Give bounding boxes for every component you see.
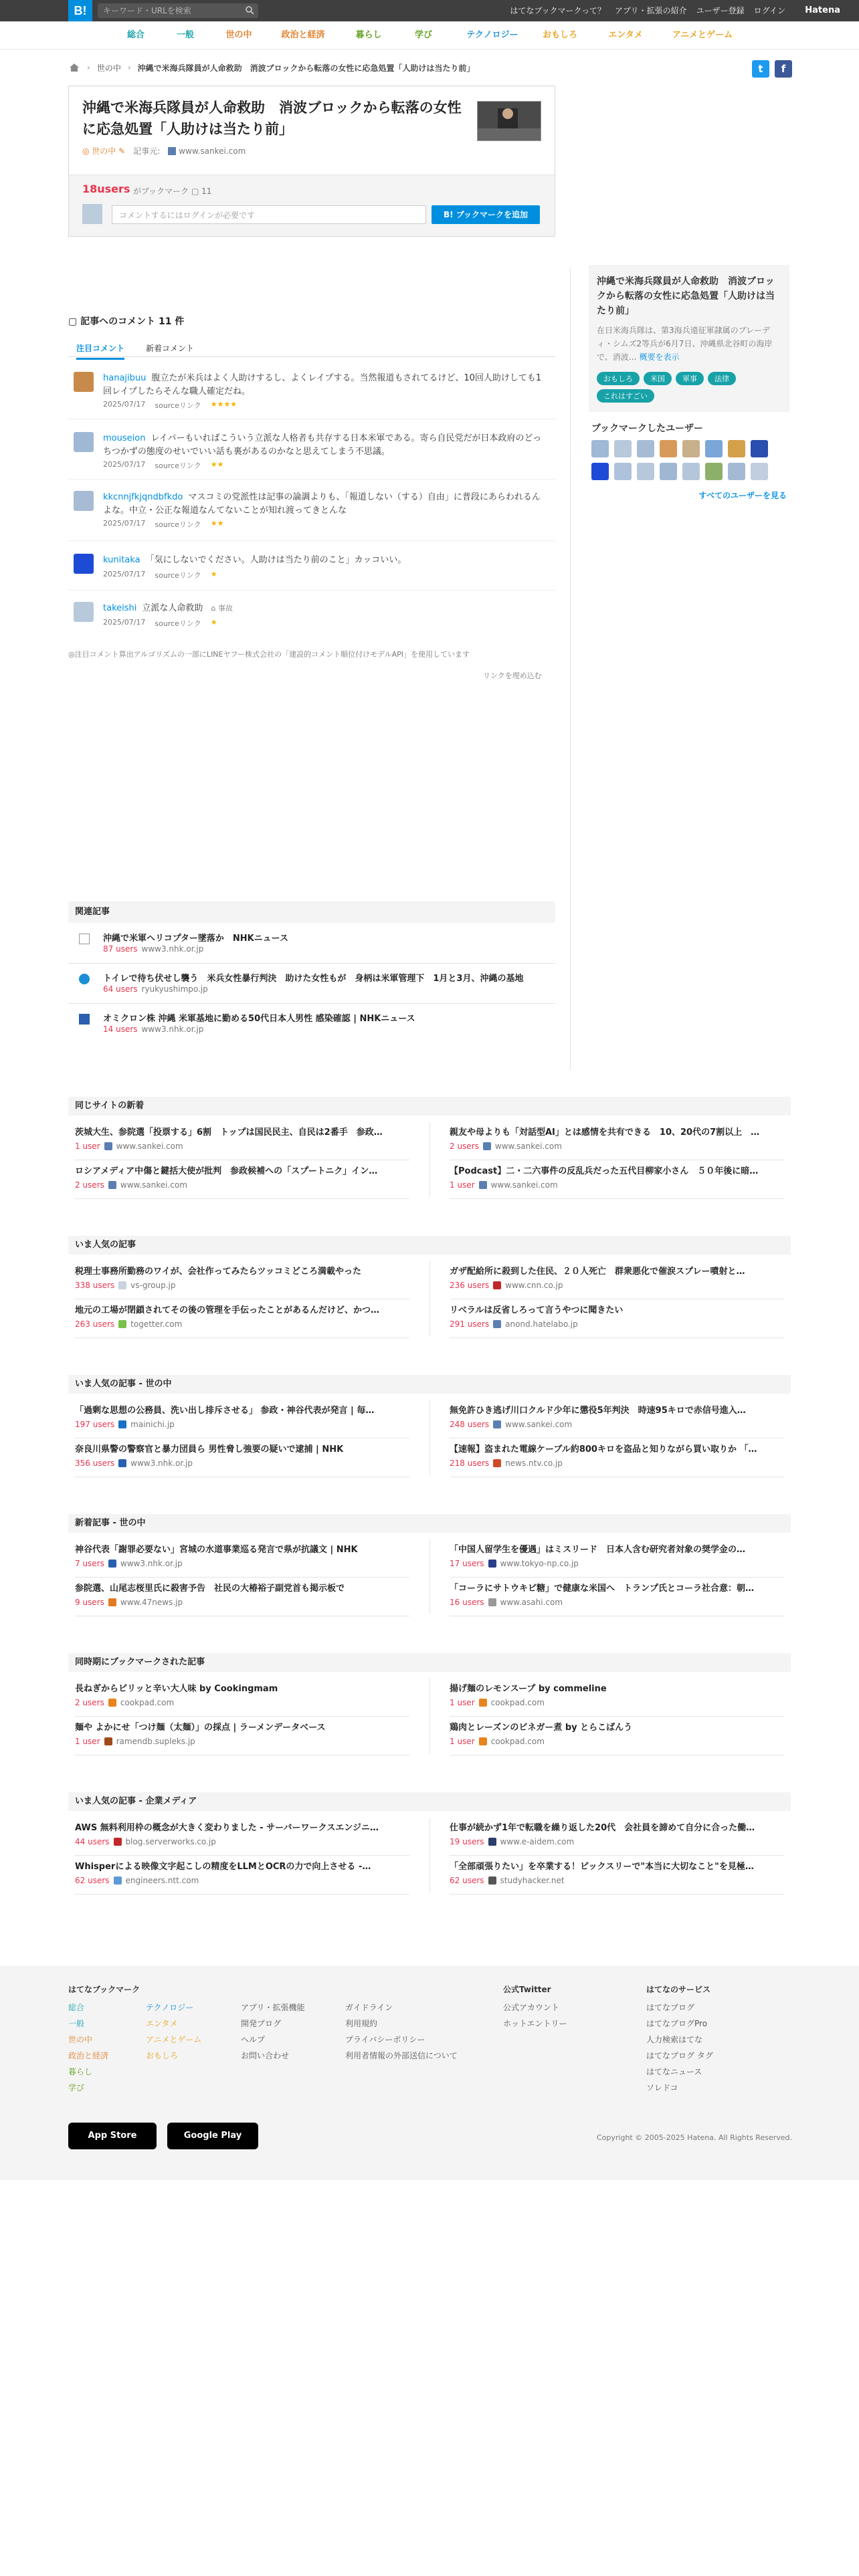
footer-link[interactable]: はてなブログPro	[646, 2019, 708, 2028]
article-item[interactable]	[75, 1264, 416, 1295]
site-favicon-icon	[114, 1876, 122, 1885]
article-domain[interactable]: www.sankei.com	[120, 1180, 187, 1190]
article-item[interactable]	[75, 1820, 416, 1851]
star-icon: ★★	[210, 519, 224, 528]
comment-text: mouseion レイパーもいればこういう立派な人格者も共存する日本米軍である。寄ら自民党だが日本政府のどっちつかずの態度のせいでいい話も裏があるのかなと思えてしまう不思議。	[103, 433, 542, 457]
comment-meta: 2025/07/17 sourceリンク ★★	[103, 519, 224, 529]
article-users[interactable]: 2 users	[75, 1698, 104, 1707]
footer-twitter-heading: 公式Twitter	[503, 1985, 551, 1994]
facebook-share-icon[interactable]: f	[775, 60, 792, 78]
footer-link[interactable]: 一般	[68, 2019, 85, 2028]
apps-link[interactable]: アプリ・拡張の紹介	[615, 6, 687, 15]
tag[interactable]: 軍事	[676, 372, 704, 385]
footer-link[interactable]: 暮らし	[68, 2067, 93, 2076]
article-item[interactable]	[450, 1264, 791, 1295]
comment-meta: 2025/07/17 sourceリンク ★★	[103, 460, 224, 470]
footer-services-heading: はてなのサービス	[646, 1985, 711, 1994]
site-favicon-icon	[488, 1560, 496, 1568]
app-store-badge[interactable]: App Store	[68, 2123, 157, 2149]
divider	[450, 1577, 784, 1578]
footer-link[interactable]: お問い合わせ	[241, 2051, 290, 2060]
article-users[interactable]: 1 user	[75, 1737, 100, 1746]
footer-services-links	[646, 2000, 713, 2096]
footer-link[interactable]: ホットエントリー	[503, 2019, 567, 2028]
article-domain[interactable]: www.sankei.com	[490, 1180, 558, 1190]
google-play-badge[interactable]: Google Play	[167, 2123, 258, 2149]
comment-user[interactable]: takeishi	[103, 603, 137, 613]
article-domain[interactable]: www.tokyo-np.co.jp	[500, 1559, 579, 1568]
site-favicon-icon	[493, 1459, 501, 1467]
site-favicon-icon	[108, 1598, 116, 1606]
article-domain[interactable]: www.cnn.co.jp	[505, 1281, 563, 1290]
all-users-link[interactable]: すべてのユーザーを見る	[698, 491, 787, 500]
breadcrumb	[68, 60, 474, 75]
article-title[interactable]: 「全部頑張りたい」を卒業する！ピックスリーで"本当に大切なこと"を見極…	[450, 1862, 754, 1872]
entry-thumbnail[interactable]	[477, 101, 541, 141]
footer-link[interactable]: はてなブログ	[646, 2003, 695, 2012]
article-domain[interactable]: ramendb.supleks.jp	[116, 1737, 195, 1746]
chevron-right-icon: ›	[127, 63, 131, 72]
star-icon: ★★	[210, 460, 224, 469]
article-title[interactable]: 仕事が続かず1年で転職を繰り返した20代 会社員を諦めて自分に合った働…	[450, 1823, 755, 1833]
chevron-right-icon: ›	[87, 63, 90, 72]
divider	[450, 1198, 784, 1199]
footer-link[interactable]: ソレドコ	[646, 2083, 678, 2092]
article-title[interactable]: ロシアメディア中傷と鍵括大使が批判 参政候補への「スプートニク」イン…	[75, 1166, 378, 1176]
user-avatar[interactable]	[728, 463, 745, 480]
divider	[75, 1894, 409, 1895]
category-bar	[0, 21, 859, 49]
footer-link[interactable]: はてなニュース	[646, 2067, 702, 2076]
bookmarked-users-heading: ブックマークしたユーザー	[591, 423, 704, 434]
user-avatar[interactable]	[637, 440, 654, 457]
footer-link[interactable]: ヘルプ	[241, 2035, 266, 2044]
category-tab[interactable]: 政治と経済	[281, 30, 325, 40]
footer-bookmark-heading: はてなブックマーク	[68, 1985, 140, 1994]
login-link[interactable]: ログイン	[753, 6, 785, 15]
comment-meta: 2025/07/17 sourceリンク ★	[103, 618, 217, 628]
comment-icon: ▢	[68, 316, 78, 327]
article-users[interactable]: 17 users	[450, 1559, 484, 1568]
divider	[450, 1894, 784, 1895]
category-tab[interactable]: 学び	[414, 30, 432, 40]
footer-twitter-links	[503, 2000, 567, 2032]
article-domain[interactable]: blog.serverworks.co.jp	[125, 1837, 216, 1846]
section-heading: いま人気の記事	[68, 1236, 791, 1255]
article-domain[interactable]: vs-group.jp	[130, 1281, 176, 1290]
footer-links-1	[241, 2000, 305, 2064]
tab-new-comments[interactable]: 新着コメント	[146, 344, 195, 353]
user-avatar[interactable]	[614, 463, 632, 480]
article-title[interactable]: 「過剰な思想の公務員、洗い出し排斥させる」 参政・神谷代表が発言 | 毎…	[75, 1406, 375, 1416]
avatar[interactable]	[74, 491, 94, 511]
comment-meta: 2025/07/17 sourceリンク ★	[103, 570, 217, 580]
site-favicon-icon	[483, 1142, 491, 1150]
user-avatar[interactable]	[682, 463, 700, 480]
article-users[interactable]: 197 users	[75, 1420, 115, 1429]
entry-meta	[82, 145, 246, 156]
breadcrumb-title: 沖縄で米海兵隊員が人命救助 消波ブロックから転落の女性に応急処置「人助けは当たり前」	[137, 63, 475, 73]
article-domain[interactable]: togetter.com	[130, 1319, 183, 1329]
source-label: 記事元:	[133, 146, 161, 156]
footer-categories-2	[146, 2000, 201, 2064]
user-avatar[interactable]	[751, 440, 768, 457]
article-item[interactable]	[450, 1720, 791, 1751]
user-avatar[interactable]	[591, 440, 609, 457]
sidebar	[589, 265, 789, 501]
site-favicon-icon	[114, 1838, 122, 1846]
bookmarked-users-grid	[591, 440, 787, 480]
search-input[interactable]	[98, 3, 258, 18]
article-item[interactable]	[75, 1125, 416, 1156]
star-icon: ★	[210, 570, 217, 578]
article-domain[interactable]: mainichi.jp	[130, 1420, 175, 1429]
footer-link[interactable]: アニメとゲーム	[146, 2035, 202, 2044]
category-tab[interactable]: 世の中	[225, 30, 252, 40]
article-item[interactable]	[450, 1442, 791, 1473]
article-domain[interactable]: www.asahi.com	[500, 1598, 563, 1607]
user-avatar[interactable]	[660, 463, 677, 480]
category-tab[interactable]: アニメとゲーム	[672, 30, 733, 40]
article-users[interactable]: 7 users	[75, 1559, 104, 1568]
article-title[interactable]: 長ねぎからピリッと辛い大人味 by Cookingmam	[75, 1684, 278, 1694]
site-favicon-icon	[493, 1281, 501, 1289]
article-item[interactable]	[75, 1303, 416, 1333]
article-title[interactable]: 親友や母よりも「対話型AI」とは感情を共有できる 10、20代の7割以上 …	[450, 1128, 760, 1138]
article-title[interactable]: 「コーラにサトウキビ糖」で健康な米国へ トランプ氏とコーラ社合意：朝…	[450, 1584, 755, 1594]
tag-icon[interactable]: ⌂ 事故	[211, 604, 233, 613]
about-link[interactable]: はてなブックマークって？	[510, 6, 606, 15]
footer-link[interactable]: 人力検索はてな	[646, 2035, 703, 2044]
comment-user[interactable]: hanajibuu	[103, 373, 147, 383]
category-tab[interactable]: 総合	[126, 30, 145, 40]
copyright: Copyright © 2005-2025 Hatena. All Rights Reserved.	[596, 2133, 792, 2142]
category-tab[interactable]: テクノロジー	[466, 30, 518, 40]
article-domain[interactable]: www3.nhk.or.jp	[130, 1459, 193, 1468]
divider	[450, 1855, 784, 1856]
comment-meta: 2025/07/17 sourceリンク ★★★★	[103, 400, 237, 410]
site-favicon-icon	[79, 974, 90, 984]
article-domain[interactable]: www.e-aidem.com	[500, 1837, 575, 1846]
column-divider	[570, 267, 571, 1070]
article-item[interactable]	[450, 1403, 791, 1434]
category-tab[interactable]: 一般	[176, 30, 194, 40]
bookmark-user-count[interactable]: 18users	[82, 183, 130, 195]
site-favicon-icon	[118, 1320, 126, 1328]
article-users[interactable]: 9 users	[75, 1598, 104, 1607]
article-item[interactable]	[75, 1164, 416, 1194]
article-title[interactable]: 【速報】盗まれた電線ケーブル約800キロを盗品と知りながら買い取りか 「…	[450, 1444, 757, 1455]
comments-heading: ▢ 記事へのコメント 11 件	[68, 316, 185, 327]
footer-link[interactable]: プライバシーポリシー	[345, 2035, 425, 2044]
search-placeholder: キーワード・URLを検索	[103, 6, 191, 15]
article-users[interactable]: 248 users	[450, 1420, 490, 1429]
site-favicon-icon	[104, 1142, 112, 1150]
comment-user[interactable]: kkcnnjfkjqndbfkdo	[103, 492, 183, 502]
article-title[interactable]: Whisperによる映像文字起こしの精度をLLMとOCRの力で向上させる -…	[75, 1862, 371, 1872]
article-domain[interactable]: cookpad.com	[490, 1698, 545, 1707]
site-favicon-icon	[479, 1737, 487, 1745]
tab-featured-comments[interactable]: 注目コメント	[76, 342, 124, 360]
comment-input[interactable]: コメントするにはログインが必要です	[112, 205, 426, 224]
site-favicon-icon	[108, 1699, 116, 1707]
site-favicon-icon	[118, 1459, 126, 1467]
article-domain[interactable]: www.47news.jp	[120, 1598, 183, 1607]
site-favicon-icon	[104, 1737, 112, 1745]
user-avatar[interactable]	[751, 463, 768, 480]
article-title[interactable]: 【Podcast】二・二六事件の反乱兵だった五代目柳家小さん ５０年後に暗…	[450, 1166, 759, 1176]
comment-text: kunitaka 「気にしないでください。人助けは当たり前のこと」カッコいい。	[103, 555, 407, 565]
article-users[interactable]: 1 user	[450, 1180, 475, 1190]
comment-text: kkcnnjfkjqndbfkdo マスコミの党派性は記事の論調よりも、「報道しない（する）自由」に普段にあらわれるんよな。中立・公正な報道なんてないことが知れ渡ってきとんな	[103, 492, 541, 516]
footer-categories-1	[68, 2000, 108, 2096]
top-links	[510, 0, 785, 21]
article-domain[interactable]: anond.hatelabo.jp	[505, 1319, 578, 1329]
article-users[interactable]: 44 users	[75, 1837, 110, 1846]
user-avatar[interactable]	[614, 440, 632, 457]
divider	[68, 540, 555, 541]
site-favicon-icon	[493, 1420, 501, 1428]
site-favicon-icon	[168, 147, 176, 155]
divider	[75, 1577, 409, 1578]
star-icon: ★★★★	[210, 400, 237, 409]
article-users[interactable]: 1 user	[450, 1737, 475, 1746]
article-users[interactable]: 263 users	[75, 1319, 115, 1329]
entry-category[interactable]: ◎ 世の中 ✎	[82, 146, 126, 156]
footer-link[interactable]: 利用者情報の外部送信について	[345, 2051, 458, 2060]
site-favicon-icon	[488, 1598, 496, 1606]
footer-link[interactable]: おもしろ	[146, 2051, 179, 2060]
divider	[75, 1716, 409, 1717]
divider	[450, 1337, 784, 1338]
footer-link[interactable]: テクノロジー	[146, 2003, 194, 2012]
avatar[interactable]	[74, 602, 94, 622]
divider	[450, 1716, 784, 1717]
related-heading: 関連記事	[68, 901, 555, 923]
divider	[75, 1198, 409, 1199]
section-heading: 同じサイトの新着	[68, 1097, 791, 1115]
article-domain[interactable]: engineers.ntt.com	[125, 1876, 199, 1885]
avatar[interactable]	[74, 372, 94, 392]
user-avatar[interactable]	[660, 440, 677, 457]
article-users[interactable]: 1 user	[75, 1142, 100, 1151]
article-title[interactable]: 奈良川県警の警察官と暴力団員ら 男性脅し強要の疑いで逮捕 | NHK	[75, 1444, 344, 1455]
article-item[interactable]	[450, 1164, 791, 1194]
article-item[interactable]	[75, 1681, 416, 1712]
category-tab[interactable]: エンタメ	[608, 30, 643, 40]
tag[interactable]: これはすごい	[597, 389, 654, 403]
divider	[68, 963, 555, 964]
entry-summary-card	[589, 265, 789, 412]
add-bookmark-button[interactable]: B! ブックマークを追加	[432, 205, 540, 224]
tag[interactable]: おもしろ	[597, 372, 640, 385]
user-avatar[interactable]	[591, 463, 609, 480]
footer-link[interactable]: ガイドライン	[345, 2003, 393, 2012]
user-avatar[interactable]	[682, 440, 700, 457]
bookmark-comment-count: がブックマーク ▢ 11	[133, 187, 212, 196]
site-favicon-icon	[488, 1876, 496, 1885]
article-title[interactable]: AWS 無料利用枠の概念が大きく変わりました - サーバーワークスエンジニ…	[75, 1823, 379, 1833]
article-title[interactable]: 神谷代表「謝罪必要ない」宮城の水道事業巡る発言で県が抗議文 | NHK	[75, 1545, 358, 1555]
section-heading: いま人気の記事 - 世の中	[68, 1375, 791, 1394]
tag[interactable]: 法律	[708, 372, 736, 385]
article-domain[interactable]: www.sankei.com	[116, 1142, 183, 1151]
footer-link[interactable]: 世の中	[68, 2035, 93, 2044]
article-domain[interactable]: news.ntv.co.jp	[505, 1459, 563, 1468]
comment-tabs	[68, 337, 555, 357]
tag-list	[597, 372, 781, 403]
article-users[interactable]: 236 users	[450, 1281, 490, 1290]
footer-link[interactable]: 総合	[68, 2003, 85, 2012]
article-users[interactable]: 62 users	[75, 1876, 110, 1885]
user-avatar[interactable]	[705, 463, 723, 480]
article-title[interactable]: 参院選、山尾志桜里氏に殺害予告 社民の大椿裕子副党首も掲示板で	[75, 1584, 345, 1594]
user-avatar[interactable]	[728, 440, 745, 457]
divider	[75, 1855, 409, 1856]
divider	[68, 590, 555, 591]
divider	[75, 1337, 409, 1338]
article-domain[interactable]: studyhacker.net	[500, 1876, 565, 1885]
footer-link[interactable]: 利用規約	[345, 2019, 378, 2028]
footer-links-2	[345, 2000, 458, 2064]
article-item[interactable]	[450, 1681, 791, 1712]
share-buttons	[752, 60, 792, 78]
footer-link[interactable]: エンタメ	[146, 2019, 178, 2028]
entry-box	[68, 86, 555, 237]
article-users[interactable]: 338 users	[75, 1281, 115, 1290]
article-users[interactable]: 2 users	[75, 1180, 104, 1190]
home-icon[interactable]	[68, 62, 80, 73]
breadcrumb-category[interactable]: 世の中	[96, 63, 121, 73]
article-users[interactable]: 62 users	[450, 1876, 484, 1885]
site-favicon-icon	[118, 1281, 126, 1289]
article-domain[interactable]: www3.nhk.or.jp	[120, 1559, 183, 1568]
site-favicon-icon	[488, 1838, 496, 1846]
article-users[interactable]: 19 users	[450, 1837, 484, 1846]
article-title[interactable]: ガザ配給所に殺到した住民、２０人死亡 群衆悪化で催涙スプレー噴射と…	[450, 1267, 745, 1277]
article-users[interactable]: 291 users	[450, 1319, 490, 1329]
category-tab[interactable]: 暮らし	[355, 30, 382, 40]
article-title[interactable]: 地元の工場が閉鎖されてその後の管理を手伝ったことがあるんだけど、かつ…	[75, 1305, 380, 1315]
article-item[interactable]	[75, 1720, 416, 1751]
article-item[interactable]	[450, 1125, 791, 1156]
hatena-bookmark-logo[interactable]: B!	[68, 0, 92, 21]
section-heading: いま人気の記事 - 企業メディア	[68, 1792, 791, 1811]
article-users[interactable]: 218 users	[450, 1459, 490, 1468]
section-heading: 新着記事 - 世の中	[68, 1514, 791, 1533]
top-bar	[0, 0, 859, 21]
algorithm-note: ◎注目コメント算出アルゴリズムの一部にLINEヤフー株式会社の「建設的コメント順位付けモデルAPI」を使用しています	[68, 650, 470, 659]
article-item[interactable]	[75, 1403, 416, 1434]
avatar[interactable]	[74, 554, 94, 574]
user-avatar	[82, 204, 102, 224]
article-domain[interactable]: www.sankei.com	[494, 1142, 562, 1151]
article-users[interactable]: 16 users	[450, 1598, 484, 1607]
show-summary-link[interactable]: 概要を表示	[639, 352, 680, 362]
avatar[interactable]	[74, 432, 94, 452]
article-item[interactable]	[75, 1542, 416, 1573]
site-favicon-icon	[108, 1181, 116, 1189]
article-item[interactable]	[450, 1542, 791, 1573]
search-icon[interactable]	[245, 5, 254, 15]
twitter-share-icon[interactable]: t	[752, 60, 769, 78]
site-favicon-icon	[79, 1014, 90, 1025]
article-title[interactable]: 税理士事務所勤務のワイが、会社作ってみたらツッコミどころ満載やった	[75, 1267, 361, 1277]
article-domain[interactable]: cookpad.com	[490, 1737, 545, 1746]
comment-user[interactable]: kunitaka	[103, 555, 140, 565]
article-title[interactable]: 無免許ひき逃げ川口クルド少年に懲役5年判決 時速95キロで赤信号進入…	[450, 1406, 746, 1416]
star-icon: ★	[210, 618, 217, 627]
article-title[interactable]: リベラルは反省しろって言うやつに聞きたい	[450, 1305, 624, 1315]
article-title[interactable]: 麺や よかにせ「つけ麺（太麺）」の採点 | ラーメンデータベース	[75, 1723, 326, 1733]
article-users[interactable]: 2 users	[450, 1142, 479, 1151]
source-domain[interactable]: www.sankei.com	[168, 146, 246, 156]
user-avatar[interactable]	[637, 463, 654, 480]
footer-link[interactable]: 公式アカウント	[503, 2003, 559, 2012]
entry-title[interactable]: 沖縄で米海兵隊員が人命救助 消波ブロックから転落の女性に応急処置「人助けは当たり前」	[82, 100, 462, 137]
article-domain[interactable]: www.sankei.com	[505, 1420, 573, 1429]
footer-link[interactable]: 開発ブログ	[241, 2019, 282, 2028]
site-favicon-icon	[118, 1420, 126, 1428]
divider	[68, 1003, 555, 1004]
comment-text: hanajibuu 腹立たが米兵はよく人助けするし、よくレイプする。当然報道もされてるけど、10回人助けしても1回レイプしたらそんな職人確定だね。	[103, 373, 542, 397]
article-users[interactable]: 356 users	[75, 1459, 115, 1468]
site-favicon-icon	[108, 1560, 116, 1568]
article-item[interactable]	[450, 1820, 791, 1851]
article-item[interactable]	[75, 1581, 416, 1612]
site-favicon-icon	[479, 1181, 487, 1189]
comment-text: takeishi 立派な人命救助 ⌂ 事故	[103, 603, 233, 613]
article-item[interactable]	[75, 1442, 416, 1473]
article-title[interactable]: 茨城大生、参院選「投票する」6割 トップは国民民主、自民は2番手 参政…	[75, 1128, 383, 1138]
embed-link[interactable]: リンクを埋め込む	[483, 671, 542, 680]
sidebar-title[interactable]: 沖縄で米海兵隊員が人命救助 消波ブロックから転落の女性に応急処置「人助けは当たり前」	[597, 276, 775, 316]
article-item[interactable]	[450, 1859, 791, 1890]
page-icon	[79, 934, 90, 944]
category-tab[interactable]: おもしろ	[542, 30, 577, 40]
comment-user[interactable]: mouseion	[103, 433, 146, 443]
sidebar-description: 在日米海兵隊は、第3海兵遠征軍隷属のブレーディ・シムズ2等兵が6月7日、沖縄県北谷町の海岸で、消波… 概要を表示	[597, 326, 773, 362]
article-title[interactable]: 「中国人留学生を優遇」はミスリード 日本人含む研究者対象の奨学金の…	[450, 1545, 746, 1555]
article-title[interactable]: 鶏肉とレーズンのビネガー煮 by とらこばんう	[450, 1723, 633, 1733]
footer-link[interactable]: 政治と経済	[68, 2051, 109, 2060]
site-favicon-icon	[479, 1699, 487, 1707]
footer-link[interactable]: アプリ・拡張機能	[241, 2003, 305, 2012]
article-item[interactable]	[450, 1581, 791, 1612]
tag[interactable]: 米国	[644, 372, 672, 385]
article-users[interactable]: 1 user	[450, 1698, 475, 1707]
footer-link[interactable]: 学び	[68, 2083, 85, 2092]
site-favicon-icon	[493, 1320, 501, 1328]
hatena-logo[interactable]: Hatena	[805, 5, 840, 15]
article-title[interactable]: 揚げ麺のレモンスープ by commeline	[450, 1684, 607, 1694]
footer-link[interactable]: はてなブログ タグ	[646, 2051, 713, 2060]
user-avatar[interactable]	[705, 440, 723, 457]
article-item[interactable]	[450, 1303, 791, 1333]
section-heading: 同時期にブックマークされた記事	[68, 1653, 791, 1672]
article-item[interactable]	[75, 1859, 416, 1890]
register-link[interactable]: ユーザー登録	[696, 6, 745, 15]
article-domain[interactable]: cookpad.com	[120, 1698, 175, 1707]
